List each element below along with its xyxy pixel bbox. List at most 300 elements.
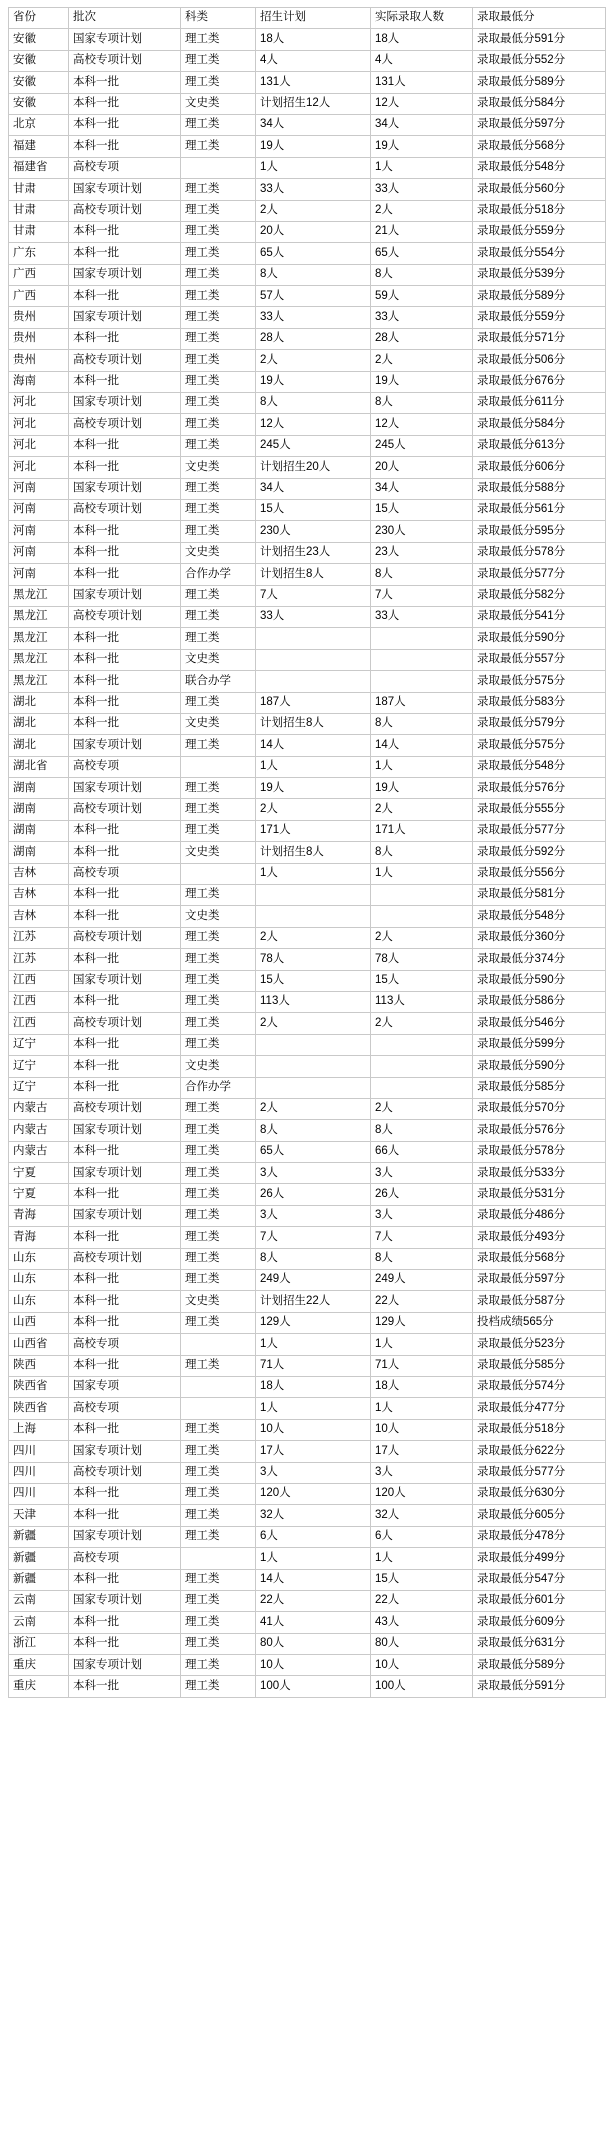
cell-plan: 1人 — [256, 1398, 371, 1419]
cell-category: 理工类 — [181, 29, 256, 50]
table-row — [9, 136, 606, 157]
cell-score: 录取最低分523分 — [473, 1334, 606, 1355]
cell-score: 录取最低分568分 — [473, 136, 606, 157]
table-row — [9, 628, 606, 649]
cell-score: 录取最低分592分 — [473, 842, 606, 863]
cell-actual: 10人 — [371, 1419, 473, 1440]
cell-category: 文史类 — [181, 649, 256, 670]
cell-batch: 本科一批 — [69, 1291, 181, 1312]
cell-batch: 本科一批 — [69, 628, 181, 649]
table-row — [9, 585, 606, 606]
cell-actual: 12人 — [371, 93, 473, 114]
table-row — [9, 72, 606, 93]
cell-plan: 2人 — [256, 200, 371, 221]
cell-batch: 高校专项计划 — [69, 1462, 181, 1483]
cell-category: 文史类 — [181, 542, 256, 563]
cell-actual: 12人 — [371, 414, 473, 435]
cell-score: 录取最低分478分 — [473, 1526, 606, 1547]
cell-category — [181, 1398, 256, 1419]
cell-plan: 计划招生23人 — [256, 542, 371, 563]
cell-batch: 本科一批 — [69, 949, 181, 970]
cell-category: 理工类 — [181, 1569, 256, 1590]
cell-actual: 19人 — [371, 371, 473, 392]
cell-actual: 187人 — [371, 692, 473, 713]
table-row — [9, 414, 606, 435]
cell-province: 广西 — [9, 286, 69, 307]
cell-category: 理工类 — [181, 307, 256, 328]
cell-batch: 国家专项计划 — [69, 735, 181, 756]
table-row — [9, 1526, 606, 1547]
cell-score: 录取最低分575分 — [473, 735, 606, 756]
cell-score: 录取最低分579分 — [473, 713, 606, 734]
cell-actual: 4人 — [371, 50, 473, 71]
cell-plan: 71人 — [256, 1355, 371, 1376]
cell-category: 理工类 — [181, 606, 256, 627]
cell-score: 录取最低分493分 — [473, 1227, 606, 1248]
cell-category: 理工类 — [181, 393, 256, 414]
cell-batch: 本科一批 — [69, 114, 181, 135]
cell-score: 录取最低分547分 — [473, 1569, 606, 1590]
cell-category: 文史类 — [181, 842, 256, 863]
cell-batch: 国家专项计划 — [69, 1655, 181, 1676]
cell-province: 湖北 — [9, 735, 69, 756]
cell-score: 录取最低分570分 — [473, 1098, 606, 1119]
cell-category: 理工类 — [181, 1526, 256, 1547]
table-row — [9, 1248, 606, 1269]
cell-actual: 2人 — [371, 200, 473, 221]
cell-province: 天津 — [9, 1505, 69, 1526]
column-header-plan: 招生计划 — [256, 8, 371, 29]
column-header-batch: 批次 — [69, 8, 181, 29]
cell-actual — [371, 628, 473, 649]
table-row — [9, 1569, 606, 1590]
cell-batch: 本科一批 — [69, 286, 181, 307]
cell-actual: 245人 — [371, 435, 473, 456]
cell-plan: 3人 — [256, 1163, 371, 1184]
cell-category: 理工类 — [181, 1590, 256, 1611]
cell-plan: 8人 — [256, 393, 371, 414]
cell-province: 陕西省 — [9, 1377, 69, 1398]
cell-actual: 2人 — [371, 927, 473, 948]
cell-plan: 65人 — [256, 243, 371, 264]
cell-batch: 本科一批 — [69, 136, 181, 157]
cell-province: 河南 — [9, 478, 69, 499]
cell-batch: 高校专项计划 — [69, 927, 181, 948]
cell-batch: 高校专项 — [69, 1334, 181, 1355]
cell-batch: 国家专项计划 — [69, 478, 181, 499]
table-row — [9, 50, 606, 71]
cell-province: 湖北 — [9, 713, 69, 734]
table-row — [9, 393, 606, 414]
cell-score: 录取最低分548分 — [473, 756, 606, 777]
cell-province: 贵州 — [9, 307, 69, 328]
cell-batch: 高校专项 — [69, 1548, 181, 1569]
cell-province: 青海 — [9, 1227, 69, 1248]
cell-category: 理工类 — [181, 628, 256, 649]
cell-province: 甘肃 — [9, 200, 69, 221]
cell-plan: 15人 — [256, 499, 371, 520]
cell-plan: 120人 — [256, 1483, 371, 1504]
cell-actual: 10人 — [371, 1655, 473, 1676]
table-row — [9, 179, 606, 200]
cell-category — [181, 1377, 256, 1398]
cell-plan: 33人 — [256, 606, 371, 627]
table-row — [9, 435, 606, 456]
cell-province: 安徽 — [9, 72, 69, 93]
cell-plan: 计划招生20人 — [256, 457, 371, 478]
cell-actual: 65人 — [371, 243, 473, 264]
cell-batch: 国家专项计划 — [69, 1205, 181, 1226]
cell-plan: 3人 — [256, 1205, 371, 1226]
cell-actual: 71人 — [371, 1355, 473, 1376]
cell-province: 湖北省 — [9, 756, 69, 777]
cell-score: 录取最低分506分 — [473, 350, 606, 371]
cell-batch: 高校专项计划 — [69, 1013, 181, 1034]
cell-category: 合作办学 — [181, 1077, 256, 1098]
cell-score: 录取最低分630分 — [473, 1483, 606, 1504]
cell-batch: 高校专项 — [69, 863, 181, 884]
cell-plan: 57人 — [256, 286, 371, 307]
cell-plan: 1人 — [256, 1334, 371, 1355]
cell-category: 理工类 — [181, 1270, 256, 1291]
cell-province: 山西省 — [9, 1334, 69, 1355]
cell-category: 理工类 — [181, 478, 256, 499]
cell-score: 录取最低分568分 — [473, 1248, 606, 1269]
cell-plan: 8人 — [256, 1120, 371, 1141]
cell-batch: 本科一批 — [69, 713, 181, 734]
cell-category: 理工类 — [181, 927, 256, 948]
cell-actual — [371, 649, 473, 670]
table-row — [9, 1270, 606, 1291]
cell-batch: 本科一批 — [69, 1312, 181, 1333]
table-row — [9, 671, 606, 692]
cell-province: 海南 — [9, 371, 69, 392]
cell-category: 理工类 — [181, 885, 256, 906]
cell-plan: 129人 — [256, 1312, 371, 1333]
cell-score: 录取最低分581分 — [473, 885, 606, 906]
cell-province: 重庆 — [9, 1676, 69, 1697]
cell-score: 录取最低分360分 — [473, 927, 606, 948]
cell-plan — [256, 628, 371, 649]
cell-actual: 20人 — [371, 457, 473, 478]
cell-score: 录取最低分585分 — [473, 1355, 606, 1376]
cell-score: 录取最低分552分 — [473, 50, 606, 71]
cell-score: 录取最低分557分 — [473, 649, 606, 670]
cell-province: 江西 — [9, 1013, 69, 1034]
cell-plan: 15人 — [256, 970, 371, 991]
cell-actual: 22人 — [371, 1291, 473, 1312]
cell-plan: 34人 — [256, 478, 371, 499]
cell-plan: 1人 — [256, 1548, 371, 1569]
cell-score: 录取最低分584分 — [473, 414, 606, 435]
column-header-category: 科类 — [181, 8, 256, 29]
cell-province: 河北 — [9, 457, 69, 478]
cell-actual — [371, 1034, 473, 1055]
cell-actual: 15人 — [371, 970, 473, 991]
cell-score: 投档成绩565分 — [473, 1312, 606, 1333]
cell-province: 广东 — [9, 243, 69, 264]
cell-province: 湖南 — [9, 799, 69, 820]
cell-province: 贵州 — [9, 350, 69, 371]
cell-category: 理工类 — [181, 1462, 256, 1483]
cell-batch: 本科一批 — [69, 542, 181, 563]
cell-batch: 本科一批 — [69, 521, 181, 542]
cell-plan: 1人 — [256, 756, 371, 777]
cell-actual: 2人 — [371, 1013, 473, 1034]
cell-batch: 本科一批 — [69, 1483, 181, 1504]
cell-batch: 本科一批 — [69, 457, 181, 478]
cell-batch: 本科一批 — [69, 221, 181, 242]
cell-category: 文史类 — [181, 457, 256, 478]
table-row — [9, 735, 606, 756]
cell-category: 理工类 — [181, 521, 256, 542]
table-row — [9, 778, 606, 799]
cell-plan — [256, 1077, 371, 1098]
cell-score: 录取最低分606分 — [473, 457, 606, 478]
cell-category: 文史类 — [181, 1056, 256, 1077]
cell-plan: 1人 — [256, 863, 371, 884]
cell-score: 录取最低分575分 — [473, 671, 606, 692]
table-row — [9, 93, 606, 114]
cell-score: 录取最低分590分 — [473, 628, 606, 649]
table-row — [9, 906, 606, 927]
cell-plan — [256, 671, 371, 692]
cell-plan: 8人 — [256, 1248, 371, 1269]
cell-category: 理工类 — [181, 72, 256, 93]
table-row — [9, 1077, 606, 1098]
cell-batch: 国家专项计划 — [69, 585, 181, 606]
table-row — [9, 114, 606, 135]
table-row — [9, 200, 606, 221]
cell-plan: 78人 — [256, 949, 371, 970]
cell-plan: 131人 — [256, 72, 371, 93]
cell-actual: 8人 — [371, 1120, 473, 1141]
table-row — [9, 927, 606, 948]
cell-category: 理工类 — [181, 1034, 256, 1055]
cell-score: 录取最低分576分 — [473, 778, 606, 799]
cell-actual: 7人 — [371, 585, 473, 606]
cell-actual: 100人 — [371, 1676, 473, 1697]
cell-batch: 国家专项计划 — [69, 1526, 181, 1547]
cell-plan: 20人 — [256, 221, 371, 242]
cell-plan: 245人 — [256, 435, 371, 456]
cell-category: 文史类 — [181, 93, 256, 114]
cell-category: 文史类 — [181, 906, 256, 927]
cell-province: 黑龙江 — [9, 585, 69, 606]
cell-category: 理工类 — [181, 179, 256, 200]
cell-province: 辽宁 — [9, 1034, 69, 1055]
table-row — [9, 991, 606, 1012]
cell-score: 录取最低分577分 — [473, 564, 606, 585]
cell-score: 录取最低分546分 — [473, 1013, 606, 1034]
cell-actual: 8人 — [371, 264, 473, 285]
cell-actual — [371, 671, 473, 692]
cell-score: 录取最低分554分 — [473, 243, 606, 264]
cell-score: 录取最低分588分 — [473, 478, 606, 499]
cell-province: 山东 — [9, 1248, 69, 1269]
cell-batch: 国家专项计划 — [69, 778, 181, 799]
cell-batch: 本科一批 — [69, 820, 181, 841]
cell-score: 录取最低分571分 — [473, 328, 606, 349]
table-row — [9, 1034, 606, 1055]
cell-province: 河南 — [9, 542, 69, 563]
cell-province: 宁夏 — [9, 1163, 69, 1184]
cell-batch: 本科一批 — [69, 1034, 181, 1055]
cell-actual: 15人 — [371, 499, 473, 520]
table-row — [9, 713, 606, 734]
table-row — [9, 1355, 606, 1376]
cell-actual: 3人 — [371, 1462, 473, 1483]
table-header-row — [9, 8, 606, 29]
table-row — [9, 1419, 606, 1440]
cell-actual: 113人 — [371, 991, 473, 1012]
cell-score: 录取最低分611分 — [473, 393, 606, 414]
cell-actual: 1人 — [371, 157, 473, 178]
cell-category: 理工类 — [181, 1612, 256, 1633]
table-row — [9, 307, 606, 328]
cell-score: 录取最低分518分 — [473, 200, 606, 221]
cell-batch: 高校专项计划 — [69, 499, 181, 520]
cell-category: 理工类 — [181, 991, 256, 1012]
cell-plan: 7人 — [256, 585, 371, 606]
column-header-province: 省份 — [9, 8, 69, 29]
cell-province: 上海 — [9, 1419, 69, 1440]
cell-actual: 34人 — [371, 114, 473, 135]
cell-batch: 本科一批 — [69, 1676, 181, 1697]
cell-batch: 国家专项计划 — [69, 307, 181, 328]
cell-province: 湖南 — [9, 820, 69, 841]
cell-score: 录取最低分591分 — [473, 29, 606, 50]
cell-actual: 32人 — [371, 1505, 473, 1526]
cell-plan: 187人 — [256, 692, 371, 713]
cell-score: 录取最低分374分 — [473, 949, 606, 970]
cell-actual: 1人 — [371, 1548, 473, 1569]
cell-batch: 本科一批 — [69, 671, 181, 692]
cell-batch: 本科一批 — [69, 1505, 181, 1526]
cell-plan: 4人 — [256, 50, 371, 71]
cell-score: 录取最低分597分 — [473, 114, 606, 135]
cell-province: 黑龙江 — [9, 628, 69, 649]
cell-province: 江苏 — [9, 949, 69, 970]
cell-actual — [371, 1077, 473, 1098]
cell-actual: 78人 — [371, 949, 473, 970]
table-row — [9, 29, 606, 50]
cell-score: 录取最低分561分 — [473, 499, 606, 520]
cell-plan — [256, 885, 371, 906]
cell-batch: 本科一批 — [69, 328, 181, 349]
cell-province: 云南 — [9, 1612, 69, 1633]
cell-province: 内蒙古 — [9, 1098, 69, 1119]
cell-batch: 高校专项计划 — [69, 350, 181, 371]
cell-province: 内蒙古 — [9, 1120, 69, 1141]
cell-score: 录取最低分582分 — [473, 585, 606, 606]
cell-actual: 23人 — [371, 542, 473, 563]
table-row — [9, 820, 606, 841]
cell-actual: 26人 — [371, 1184, 473, 1205]
cell-province: 吉林 — [9, 885, 69, 906]
cell-province: 湖南 — [9, 842, 69, 863]
cell-batch: 本科一批 — [69, 649, 181, 670]
cell-province: 黑龙江 — [9, 649, 69, 670]
cell-plan: 计划招生8人 — [256, 713, 371, 734]
cell-province: 黑龙江 — [9, 606, 69, 627]
cell-batch: 高校专项计划 — [69, 799, 181, 820]
table-row — [9, 842, 606, 863]
cell-actual: 1人 — [371, 863, 473, 884]
cell-category: 合作办学 — [181, 564, 256, 585]
table-row — [9, 885, 606, 906]
cell-category — [181, 157, 256, 178]
table-row — [9, 1163, 606, 1184]
cell-score: 录取最低分613分 — [473, 435, 606, 456]
cell-actual: 17人 — [371, 1441, 473, 1462]
cell-province: 河北 — [9, 435, 69, 456]
cell-category: 理工类 — [181, 114, 256, 135]
cell-plan: 7人 — [256, 1227, 371, 1248]
cell-category: 理工类 — [181, 692, 256, 713]
cell-plan: 32人 — [256, 1505, 371, 1526]
cell-score: 录取最低分586分 — [473, 991, 606, 1012]
cell-actual: 1人 — [371, 756, 473, 777]
cell-batch: 高校专项计划 — [69, 1248, 181, 1269]
table-body — [9, 29, 606, 1697]
cell-plan: 18人 — [256, 1377, 371, 1398]
cell-score: 录取最低分559分 — [473, 221, 606, 242]
cell-plan: 113人 — [256, 991, 371, 1012]
cell-batch: 高校专项计划 — [69, 1098, 181, 1119]
cell-batch: 高校专项计划 — [69, 50, 181, 71]
cell-actual: 3人 — [371, 1163, 473, 1184]
cell-score: 录取最低分597分 — [473, 1270, 606, 1291]
cell-province: 安徽 — [9, 50, 69, 71]
cell-batch: 本科一批 — [69, 1612, 181, 1633]
cell-plan: 26人 — [256, 1184, 371, 1205]
table-row — [9, 371, 606, 392]
cell-actual: 7人 — [371, 1227, 473, 1248]
cell-province: 北京 — [9, 114, 69, 135]
cell-score: 录取最低分578分 — [473, 1141, 606, 1162]
table-row — [9, 243, 606, 264]
cell-province: 安徽 — [9, 93, 69, 114]
table-row — [9, 1334, 606, 1355]
cell-plan: 14人 — [256, 1569, 371, 1590]
cell-province: 黑龙江 — [9, 671, 69, 692]
cell-plan: 12人 — [256, 414, 371, 435]
cell-plan — [256, 649, 371, 670]
cell-category: 理工类 — [181, 1441, 256, 1462]
table-row — [9, 1590, 606, 1611]
table-row — [9, 328, 606, 349]
cell-actual — [371, 906, 473, 927]
table-row — [9, 1505, 606, 1526]
cell-province: 陕西 — [9, 1355, 69, 1376]
cell-actual: 3人 — [371, 1205, 473, 1226]
cell-batch: 本科一批 — [69, 1270, 181, 1291]
cell-score: 录取最低分533分 — [473, 1163, 606, 1184]
table-row — [9, 1676, 606, 1697]
cell-province: 湖北 — [9, 692, 69, 713]
cell-actual: 171人 — [371, 820, 473, 841]
cell-province: 重庆 — [9, 1655, 69, 1676]
cell-plan — [256, 1034, 371, 1055]
cell-province: 四川 — [9, 1483, 69, 1504]
cell-plan: 10人 — [256, 1655, 371, 1676]
cell-actual: 249人 — [371, 1270, 473, 1291]
cell-actual: 8人 — [371, 842, 473, 863]
cell-actual: 230人 — [371, 521, 473, 542]
cell-category: 理工类 — [181, 1248, 256, 1269]
cell-category — [181, 863, 256, 884]
